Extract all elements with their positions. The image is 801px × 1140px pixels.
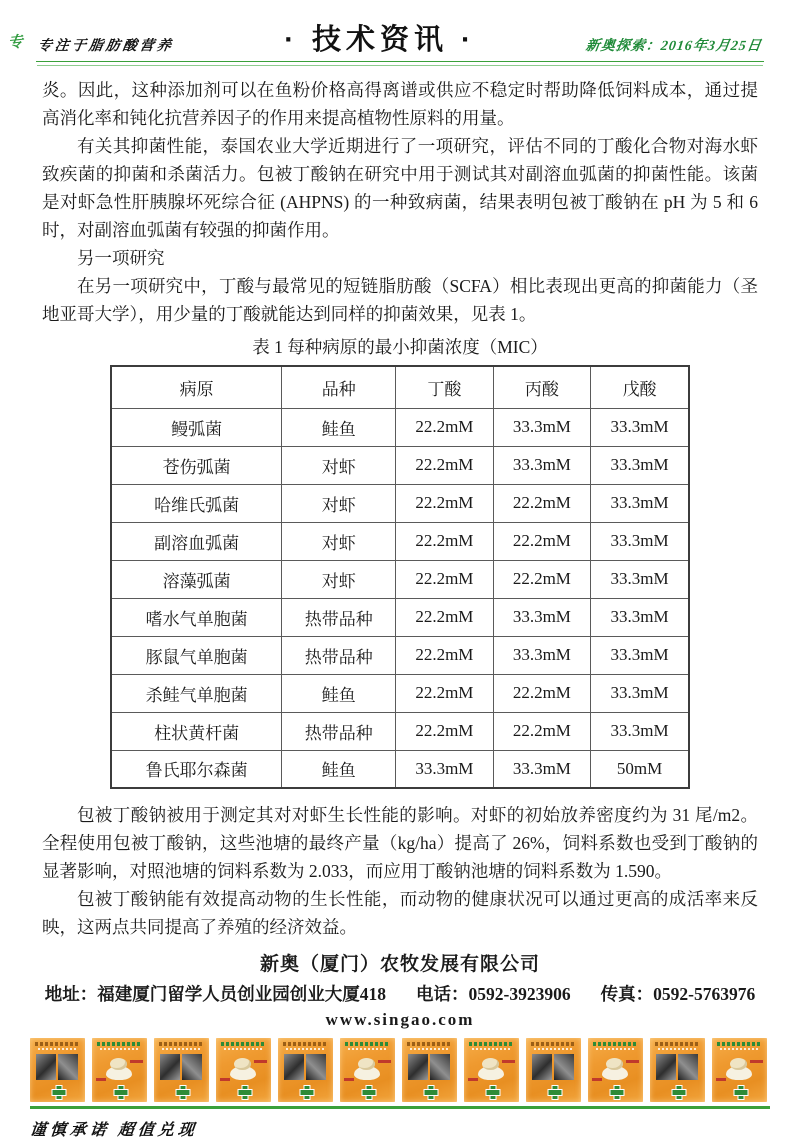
cell-valeric: 33.3mM [591, 674, 689, 712]
cell-butyric: 22.2mM [396, 522, 494, 560]
company-name: 新奥（厦门）农牧发展有限公司 [259, 954, 540, 975]
brochure-cream-thumbnail [588, 1038, 643, 1102]
brochure-cream-thumbnail [464, 1038, 519, 1102]
brochure-cream-thumbnail [92, 1038, 147, 1102]
cell-valeric: 33.3mM [591, 446, 689, 484]
strip-divider [30, 1106, 770, 1109]
green-cross-logo-icon [175, 1085, 188, 1098]
brochure-title-text [593, 1042, 638, 1046]
company-website: www.singao.com [325, 1010, 475, 1029]
paragraph: 包被丁酸钠能有效提高动物的生长性能，而动物的健康状况可以通过更高的成活率来反映，这两点共同提高了养殖的经济效益。 [42, 889, 758, 937]
green-cross-logo-icon [609, 1085, 622, 1098]
mic-table [110, 365, 690, 789]
cell-propionic: 22.2mM [493, 522, 591, 560]
column-header: 病原 [111, 366, 282, 408]
pig-photos-image [408, 1054, 450, 1080]
cell-butyric: 22.2mM [396, 674, 494, 712]
corner-decoration: 专 [7, 34, 24, 52]
cell-valeric: 33.3mM [591, 522, 689, 560]
red-annotation-mark [96, 1078, 106, 1081]
cell-pathogen: 副溶血弧菌 [111, 522, 282, 560]
cell-valeric: 33.3mM [591, 636, 689, 674]
product-strip [0, 1038, 800, 1102]
cell-pathogen: 嗜水气单胞菌 [111, 598, 282, 636]
brochure-title-text [159, 1042, 204, 1046]
photo-left [36, 1054, 56, 1080]
article-body [42, 76, 758, 941]
bottom-slogan: 谨慎承诺 超值兑现 [28, 1122, 199, 1139]
pig-photos-image [36, 1054, 78, 1080]
cell-butyric: 22.2mM [396, 560, 494, 598]
cream-bowl-image [106, 1066, 132, 1080]
column-header: 戊酸 [591, 366, 689, 408]
cell-butyric: 22.2mM [396, 636, 494, 674]
cream-scoop [358, 1058, 375, 1070]
cell-pathogen: 豚鼠气单胞菌 [111, 636, 282, 674]
photo-right [182, 1054, 202, 1080]
cream-bowl-image [230, 1066, 256, 1080]
cream-scoop [730, 1058, 747, 1070]
pig-photos-image [532, 1054, 574, 1080]
photo-left [532, 1054, 552, 1080]
photo-left [160, 1054, 180, 1080]
header-divider [36, 61, 764, 64]
brochure-title-text [283, 1042, 328, 1046]
red-annotation-mark [468, 1078, 478, 1081]
column-header: 丙酸 [493, 366, 591, 408]
green-cross-logo-icon [361, 1085, 374, 1098]
brochure-title-text [655, 1042, 700, 1046]
brochure-cream-thumbnail [340, 1038, 395, 1102]
brochure-title-text [407, 1042, 452, 1046]
paragraph-subheading: 另一项研究 [77, 248, 165, 268]
company-footer [0, 949, 800, 1030]
cell-butyric: 22.2mM [396, 446, 494, 484]
cell-valeric: 50mM [591, 750, 689, 788]
cell-propionic: 33.3mM [493, 750, 591, 788]
brochure-title-text [469, 1042, 514, 1046]
brochure-title-text [345, 1042, 390, 1046]
table-row [111, 522, 689, 560]
photo-right [678, 1054, 698, 1080]
green-cross-logo-icon [485, 1085, 498, 1098]
cell-valeric: 33.3mM [591, 484, 689, 522]
brochure-pigs-thumbnail [402, 1038, 457, 1102]
table-row [111, 674, 689, 712]
green-cross-logo-icon [547, 1085, 560, 1098]
cell-pathogen: 鳗弧菌 [111, 408, 282, 446]
green-cross-logo-icon [237, 1085, 250, 1098]
table-row [111, 750, 689, 788]
cell-propionic: 22.2mM [493, 712, 591, 750]
red-annotation-mark [254, 1060, 267, 1063]
brochure-cream-thumbnail [712, 1038, 767, 1102]
photo-right [58, 1054, 78, 1080]
cell-valeric: 33.3mM [591, 408, 689, 446]
cell-pathogen: 鲁氏耶尔森菌 [111, 750, 282, 788]
brochure-pigs-thumbnail [526, 1038, 581, 1102]
table-row [111, 636, 689, 674]
cell-butyric: 22.2mM [396, 598, 494, 636]
cream-scoop [482, 1058, 499, 1070]
cream-bowl-image [354, 1066, 380, 1080]
brochure-title-text [35, 1042, 80, 1046]
green-cross-logo-icon [299, 1085, 312, 1098]
cell-species: 对虾 [282, 446, 396, 484]
red-annotation-mark [130, 1060, 143, 1063]
paragraph: 在另一项研究中，丁酸与最常见的短链脂肪酸（SCFA）相比表现出更高的抑菌能力（圣地亚哥大学），用少量的丁酸就能达到同样的抑菌效果，见表 1。 [42, 276, 758, 324]
cream-scoop [234, 1058, 251, 1070]
brochure-pigs-thumbnail [30, 1038, 85, 1102]
table-row [111, 560, 689, 598]
cell-valeric: 33.3mM [591, 560, 689, 598]
cell-propionic: 22.2mM [493, 560, 591, 598]
cell-species: 对虾 [282, 560, 396, 598]
cell-pathogen: 苍伤弧菌 [111, 446, 282, 484]
photo-left [284, 1054, 304, 1080]
brochure-cream-thumbnail [216, 1038, 271, 1102]
red-annotation-mark [344, 1078, 354, 1081]
brochure-title-text [97, 1042, 142, 1046]
cream-scoop [110, 1058, 127, 1070]
green-cross-logo-icon [733, 1085, 746, 1098]
brochure-title-text [221, 1042, 266, 1046]
paragraph: 有关其抑菌性能，泰国农业大学近期进行了一项研究，评估不同的丁酸化合物对海水虾致疾菌的抑菌和杀菌活力。包被丁酸钠在研究中用于测试其对副溶血弧菌的抑菌性能。该菌是对虾急性肝胰腺坏死综合征 (AHPNS) 的一种致病菌，结果表明包被丁酸钠在 pH 为 5 和 6 时，对副溶血弧菌有较强的抑菌作用。 [42, 136, 758, 240]
table-row [111, 598, 689, 636]
company-fax: 传真：0592-5763976 [600, 984, 756, 1004]
table-row [111, 446, 689, 484]
paragraph: 包被丁酸钠被用于测定其对对虾生长性能的影响。对虾的初始放养密度约为 31 尾/m2。全程使用包被丁酸钠，这些池塘的最终产量（kg/ha）提高了 26%，饲料系数也受到丁酸钠的显著影响，对照池塘的饲料系数为 2.033，而应用丁酸钠池塘的饲料系数为 1.590。 [42, 805, 758, 881]
green-cross-logo-icon [113, 1085, 126, 1098]
brochure-pigs-thumbnail [154, 1038, 209, 1102]
red-annotation-mark [378, 1060, 391, 1063]
cell-species: 对虾 [282, 484, 396, 522]
brochure-pigs-thumbnail [650, 1038, 705, 1102]
contact-line [0, 981, 800, 1006]
cream-bowl-image [726, 1066, 752, 1080]
cell-species: 热带品种 [282, 636, 396, 674]
table-caption: 表 1 每种病原的最小抑菌浓度（MIC） [252, 337, 548, 357]
cell-propionic: 33.3mM [493, 446, 591, 484]
pig-photos-image [284, 1054, 326, 1080]
cell-butyric: 22.2mM [396, 484, 494, 522]
table-row [111, 484, 689, 522]
page-header [38, 26, 762, 55]
cell-pathogen: 溶藻弧菌 [111, 560, 282, 598]
column-header: 品种 [282, 366, 396, 408]
cell-propionic: 22.2mM [493, 674, 591, 712]
green-cross-logo-icon [51, 1085, 64, 1098]
cell-species: 鲑鱼 [282, 674, 396, 712]
red-annotation-mark [502, 1060, 515, 1063]
red-annotation-mark [716, 1078, 726, 1081]
cell-propionic: 33.3mM [493, 598, 591, 636]
cell-species: 热带品种 [282, 598, 396, 636]
cell-propionic: 33.3mM [493, 636, 591, 674]
page-title: · 技术资讯 · [284, 24, 476, 56]
pig-photos-image [656, 1054, 698, 1080]
cell-species: 对虾 [282, 522, 396, 560]
table-row [111, 408, 689, 446]
cell-valeric: 33.3mM [591, 598, 689, 636]
newsletter-page [0, 24, 800, 1139]
header-slogan: 专注于脂肪酸营养 [36, 39, 175, 54]
paragraph: 炎。因此，这种添加剂可以在鱼粉价格高得离谱或供应不稳定时帮助降低饲料成本，通过提高消化率和钝化抗营养因子的作用来提高植物性原料的用量。 [42, 80, 758, 128]
cell-propionic: 33.3mM [493, 408, 591, 446]
photo-left [656, 1054, 676, 1080]
cell-butyric: 22.2mM [396, 712, 494, 750]
photo-right [306, 1054, 326, 1080]
cream-bowl-image [478, 1066, 504, 1080]
cell-pathogen: 柱状黄杆菌 [111, 712, 282, 750]
column-header: 丁酸 [396, 366, 494, 408]
green-cross-logo-icon [423, 1085, 436, 1098]
brochure-title-text [717, 1042, 762, 1046]
company-phone: 电话：0592-3923906 [416, 984, 571, 1004]
photo-right [430, 1054, 450, 1080]
cell-species: 鲑鱼 [282, 408, 396, 446]
red-annotation-mark [626, 1060, 639, 1063]
company-address: 地址：福建厦门留学人员创业园创业大厦418 [44, 984, 387, 1004]
brochure-title-text [531, 1042, 576, 1046]
cell-species: 鲑鱼 [282, 750, 396, 788]
header-date: 新奥探索：2016年3月25日 [584, 39, 763, 54]
pig-photos-image [160, 1054, 202, 1080]
cell-species: 热带品种 [282, 712, 396, 750]
cell-propionic: 22.2mM [493, 484, 591, 522]
table-row [111, 712, 689, 750]
table-header-row [111, 366, 689, 408]
cell-valeric: 33.3mM [591, 712, 689, 750]
cream-bowl-image [602, 1066, 628, 1080]
green-cross-logo-icon [671, 1085, 684, 1098]
cream-scoop [606, 1058, 623, 1070]
brochure-pigs-thumbnail [278, 1038, 333, 1102]
cell-pathogen: 杀鲑气单胞菌 [111, 674, 282, 712]
red-annotation-mark [750, 1060, 763, 1063]
cell-butyric: 33.3mM [396, 750, 494, 788]
cell-butyric: 22.2mM [396, 408, 494, 446]
photo-right [554, 1054, 574, 1080]
red-annotation-mark [220, 1078, 230, 1081]
red-annotation-mark [592, 1078, 602, 1081]
photo-left [408, 1054, 428, 1080]
cell-pathogen: 哈维氏弧菌 [111, 484, 282, 522]
